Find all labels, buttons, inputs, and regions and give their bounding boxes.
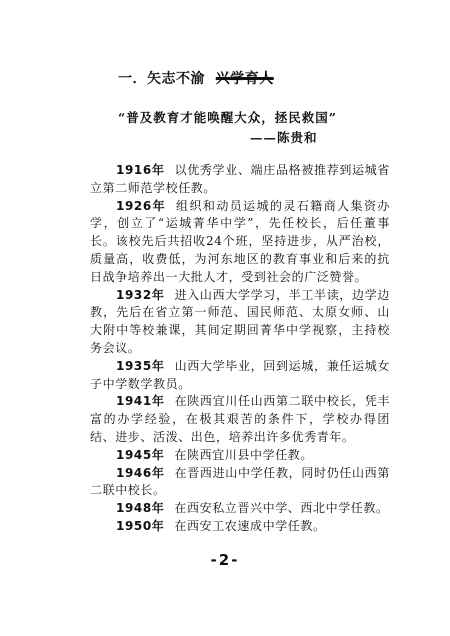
section-heading-text: 一．矢志不渝 xyxy=(118,71,205,87)
entry-year: 1946年 xyxy=(116,465,165,480)
chronology-entry xyxy=(90,198,390,287)
entry-text: 进入山西大学学习，半工半读，边学边教，先后在省立第一师范、国民师范、太原女师、山大附中等校兼课，其间定期回菁华中学视察，主持校务会议。 xyxy=(90,287,391,355)
motto-attribution: ——陈贵和 xyxy=(250,130,318,145)
chronology-entry xyxy=(90,500,390,518)
chronology-entry xyxy=(90,287,390,358)
entry-text: 在陕西宜川县中学任教。 xyxy=(174,447,314,462)
chronology-entry xyxy=(90,447,390,465)
entry-text: 在晋西进山中学任教，同时仍任山西第二联中校长。 xyxy=(90,465,391,498)
entry-year: 1916年 xyxy=(116,163,165,177)
section-heading xyxy=(118,68,274,88)
chronology-entry xyxy=(90,393,390,446)
entry-text: 在西安私立晋兴中学、西北中学任教。 xyxy=(174,501,389,516)
entry-year: 1935年 xyxy=(116,358,165,373)
entry-year: 1941年 xyxy=(116,394,165,409)
section-heading-cut-text: 兴学育人 xyxy=(215,71,274,87)
entry-year: 1945年 xyxy=(116,447,165,462)
entry-year: 1932年 xyxy=(116,287,165,302)
chronology-entry xyxy=(90,358,390,394)
chronology-entry xyxy=(90,518,390,536)
entry-text: 山西大学毕业，回到运城，兼任运城女子中学数学教员。 xyxy=(90,358,391,391)
entry-text: 组织和动员运城的灵石籍商人集资办学，创立了“运城菁华中学”，先任校长，后任董事长。该校先后共招收24个班，坚持进步，从严治校，质量高，收费低，为河东地区的教育事业和后来的抗日战争培养出一大批人才，受到社会的广泛赞誉。 xyxy=(90,198,390,284)
entry-text: 在陕西宜川任山西第二联中校长，凭丰富的办学经验，在极其艰苦的条件下，学校办得团结、进步、活泼、出色，培养出许多优秀青年。 xyxy=(90,394,391,444)
entry-text: 在西安工农速成中学任教。 xyxy=(174,518,326,533)
entry-year: 1950年 xyxy=(116,518,165,533)
entry-year: 1926年 xyxy=(116,198,167,213)
chronology-entry xyxy=(90,162,390,198)
entry-text: 以优秀学业、端庄品格被推荐到运城省立第二师范学校任教。 xyxy=(90,163,391,195)
chronology-entry xyxy=(90,465,390,501)
entry-year: 1948年 xyxy=(116,501,165,516)
page-number: -2- xyxy=(210,551,240,569)
motto-quote: “普及教育才能唤醒大众，拯民救国” xyxy=(118,110,337,125)
chronology-list xyxy=(90,162,390,536)
